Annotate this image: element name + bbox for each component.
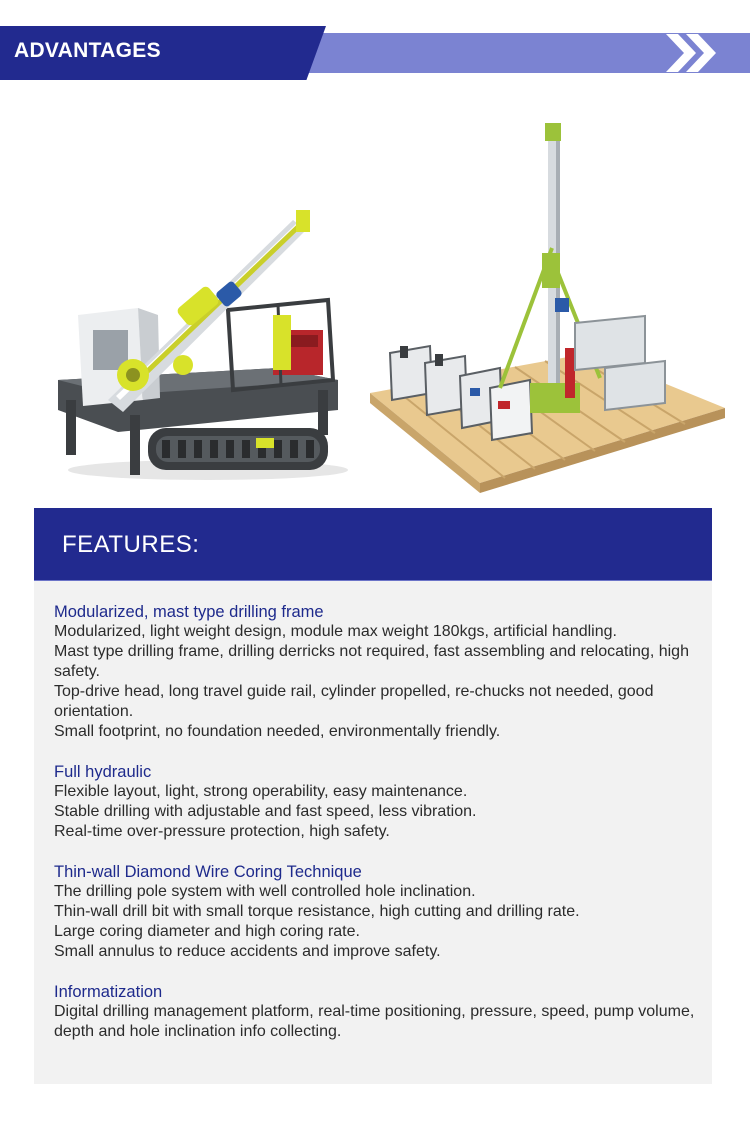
- feature-line: Flexible layout, light, strong operability, easy maintenance.: [54, 783, 468, 800]
- feature-line: Real-time over-pressure protection, high safety.: [54, 823, 390, 840]
- feature-section: [54, 862, 699, 962]
- feature-line: Digital drilling management platform, real-time positioning, pressure, speed, pump volume, depth and hole inclination info collecting.: [54, 1003, 695, 1040]
- features-panel: [34, 508, 712, 1084]
- feature-line: Large coring diameter and high coring rate.: [54, 923, 360, 940]
- feature-section: [54, 762, 699, 842]
- feature-line: Thin-wall drill bit with small torque resistance, high cutting and drilling rate.: [54, 903, 580, 920]
- banner-title: ADVANTAGES: [14, 39, 161, 62]
- crawler-drilling-rig-image: [38, 200, 358, 490]
- advantages-banner: [0, 26, 750, 80]
- feature-line: Small footprint, no foundation needed, environmentally friendly.: [54, 723, 501, 740]
- modular-drilling-rig-on-pallet-image: [370, 118, 730, 493]
- feature-heading: Full hydraulic: [54, 763, 152, 781]
- feature-heading: Thin-wall Diamond Wire Coring Technique: [54, 863, 362, 881]
- features-header: [34, 508, 712, 581]
- feature-heading: Modularized, mast type drilling frame: [54, 603, 324, 621]
- double-chevron-right-icon: [664, 32, 726, 74]
- feature-line: Small annulus to reduce accidents and improve safety.: [54, 943, 441, 960]
- feature-heading: Informatization: [54, 983, 163, 1001]
- feature-line: Mast type drilling frame, drilling derricks not required, fast assembling and relocating, high safety.: [54, 643, 689, 680]
- feature-line: Top-drive head, long travel guide rail, cylinder propelled, re-chucks not needed, good orientation.: [54, 683, 654, 720]
- feature-section: [54, 602, 699, 742]
- feature-line: Stable drilling with adjustable and fast speed, less vibration.: [54, 803, 477, 820]
- features-body: [54, 602, 699, 1062]
- feature-line: The drilling pole system with well controlled hole inclination.: [54, 883, 476, 900]
- feature-section: [54, 982, 699, 1042]
- feature-line: Modularized, light weight design, module max weight 180kgs, artificial handling.: [54, 623, 617, 640]
- features-title: FEATURES:: [62, 531, 200, 558]
